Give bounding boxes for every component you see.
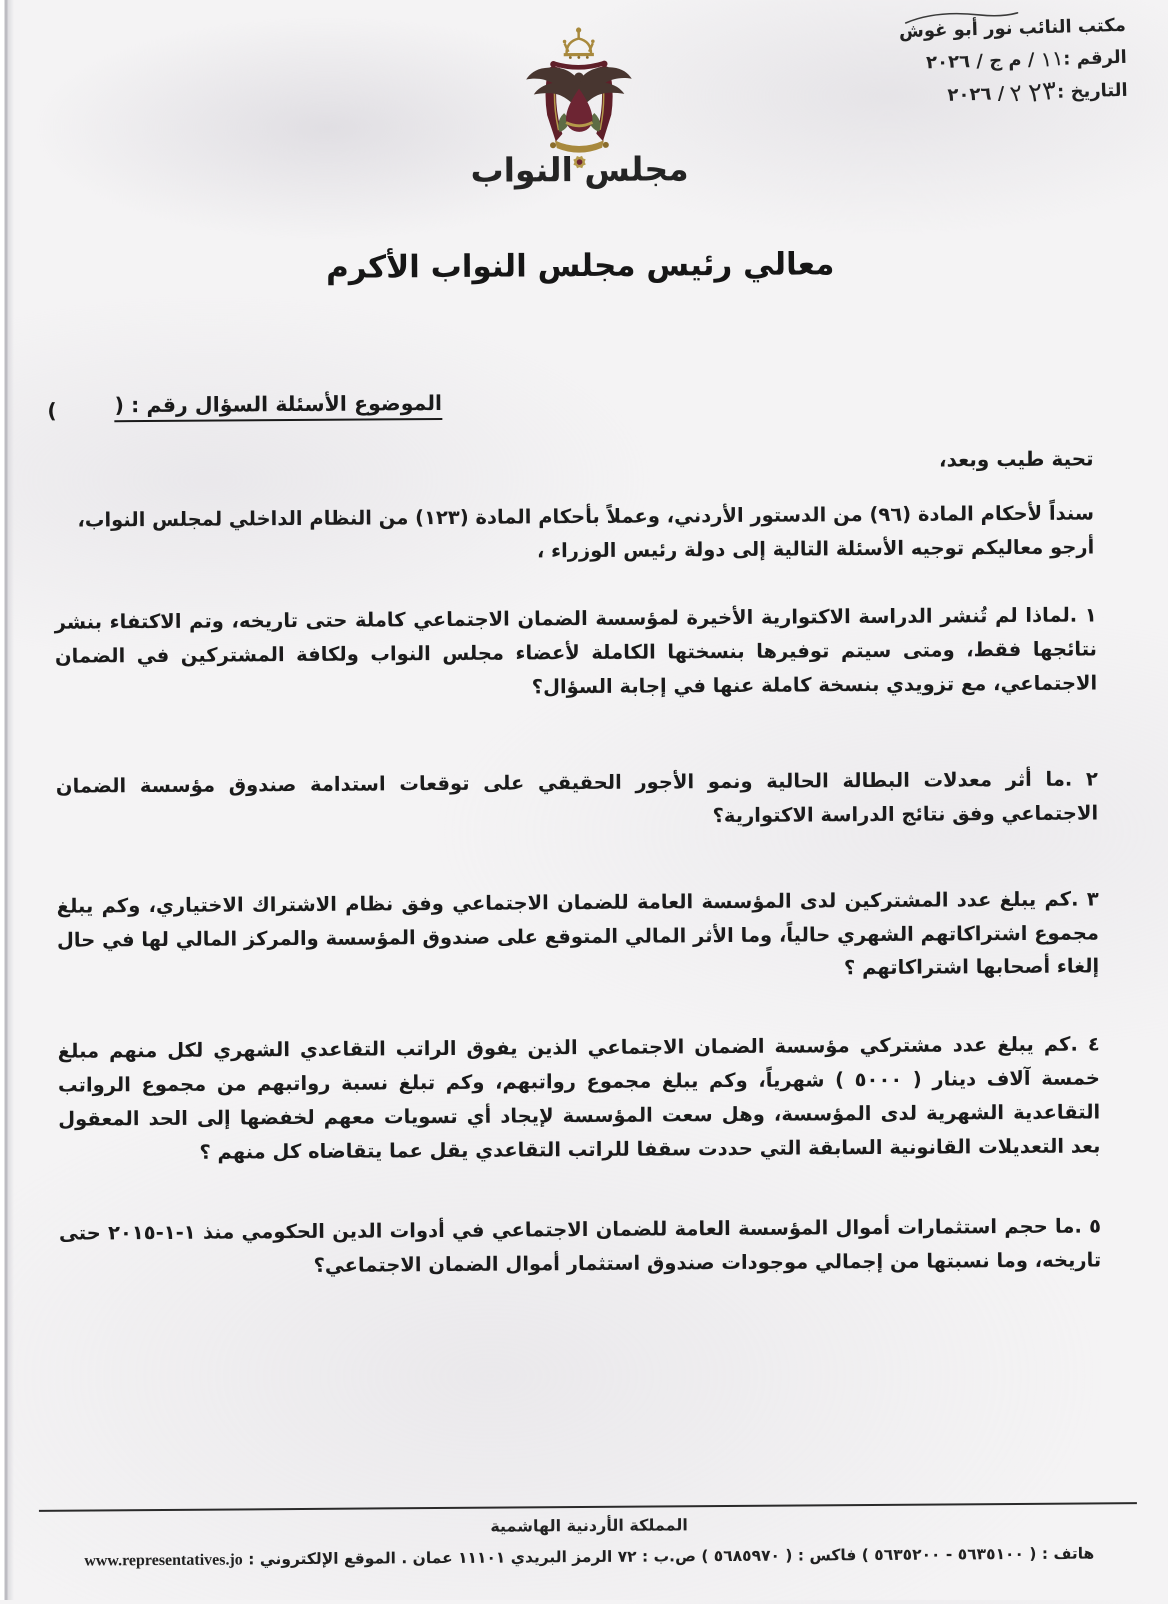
date-year: ٢٠٢٦ (947, 83, 992, 105)
ref-number-label: الرقم : (1063, 47, 1127, 70)
crown (564, 32, 594, 55)
subject-line (47, 391, 442, 423)
ref-number-suffix: / م ج / ٢٠٢٦ (926, 50, 1035, 74)
letter-title: معالي رئيس مجلس النواب الأكرم (0, 244, 1164, 288)
date-month: ٢ (1008, 82, 1025, 107)
date-separator: / (997, 83, 1004, 104)
questions-list (55, 598, 1102, 1284)
website-url: www.representatives.jo (84, 1551, 243, 1569)
office-line: مكتب النائب نور أبو غوش (899, 10, 1127, 49)
question-item: ٢ .ما أثر معدلات البطالة الحالية ونمو الأجور الحقيقي على توقعات استدامة صندوق مؤسسة الضمان الاجتماعي وفق نتائج الدراسة الاكتوارية؟ (56, 762, 1098, 837)
parliament-name-calligraphy: مجلس النواب (0, 146, 1164, 193)
question-item: ١ .لماذا لم تُنشر الدراسة الاكتوارية الأخيرة لمؤسسة الضمان الاجتماعي كاملة حتى تاريخه، وتم الاكتفاء بنشر نتائجها فقط، ومتى سيتم توفيرها بنسختها الكاملة لأعضاء مجلس النواب ولكافة المشتركين في الضمان الاجتماعي، مع تزويدي بنسخة كاملة عنها في إجابة السؤال؟ (55, 598, 1098, 707)
ref-number-value: ١١ (1040, 48, 1065, 71)
intro-paragraph (54, 496, 1094, 570)
contact-line (5, 1544, 1168, 1571)
subject-close-paren: ) (47, 399, 57, 423)
contact-text: هاتف : ( ٥٦٣٥١٠٠ - ٥٦٣٥٢٠٠ ) فاكس : ( ٥٦٨٥٩٧٠ ) ص.ب : ٧٢ الرمز البريدي ١١١٠١ عمان . الموقع الإلكتروني : (248, 1544, 1094, 1568)
intro-line: سنداً لأحكام المادة (٩٦) من الدستور الأردني، وعملاً بأحكام المادة (١٢٣) من النظام الداخلي لمجلس النواب، (54, 496, 1094, 537)
footer-divider (39, 1502, 1137, 1512)
date-label: التاريخ : (1057, 80, 1128, 103)
kingdom-name-calligraphy: المملكة الأردنية الهاشمية (5, 1512, 1168, 1539)
question-item: ٤ .كم يبلغ عدد مشتركي مؤسسة الضمان الاجتماعي الذين يفوق الراتب التقاعدي الشهري لكل منهم مبلغ خمسة آلاف دينار ( ٥٠٠٠ ) شهرياً، وكم يبلغ مجموع رواتبهم، وكم تبلغ نسبة رواتبهم من مجموع الرواتب التقاعدية الشهرية لدى المؤسسة، وهل سعت المؤسسة لإيجاد أي تسويات معهم لخفضها إلى الحد المعقول بعد التعديلات القانونية السابقة التي حددت سقفا للراتب التقاعدي يقل عما يتقاضاه كل منهم ؟ (58, 1028, 1101, 1171)
question-item: ٣ .كم يبلغ عدد المشتركين لدى المؤسسة العامة للضمان الاجتماعي وفق نظام الاشتراك الاختياري، وكم يبلغ مجموع اشتراكاتهم الشهري حالياً، وما الأثر المالي المتوقع على صندوق المؤسسة والمركز المالي لها في حال إلغاء أصحابها اشتراكاتهم ؟ (57, 882, 1100, 991)
subject-text: الموضوع الأسئلة السؤال رقم : ( (115, 391, 443, 422)
date-day: ٢٣ (1028, 77, 1059, 106)
question-item: ٥ .ما حجم استثمارات أموال المؤسسة العامة للضمان الاجتماعي في أدوات الدين الحكومي منذ ١-١-٢٠١٥ حتى تاريخه، وما نسبتها من إجمالي موجودات صندوق استثمار أموال الضمان الاجتماعي؟ (59, 1209, 1101, 1284)
intro-line: أرجو معاليكم توجيه الأسئلة التالية إلى دولة رئيس الوزراء ، (54, 530, 1094, 571)
greeting: تحية طيب وبعد، (939, 446, 1094, 471)
